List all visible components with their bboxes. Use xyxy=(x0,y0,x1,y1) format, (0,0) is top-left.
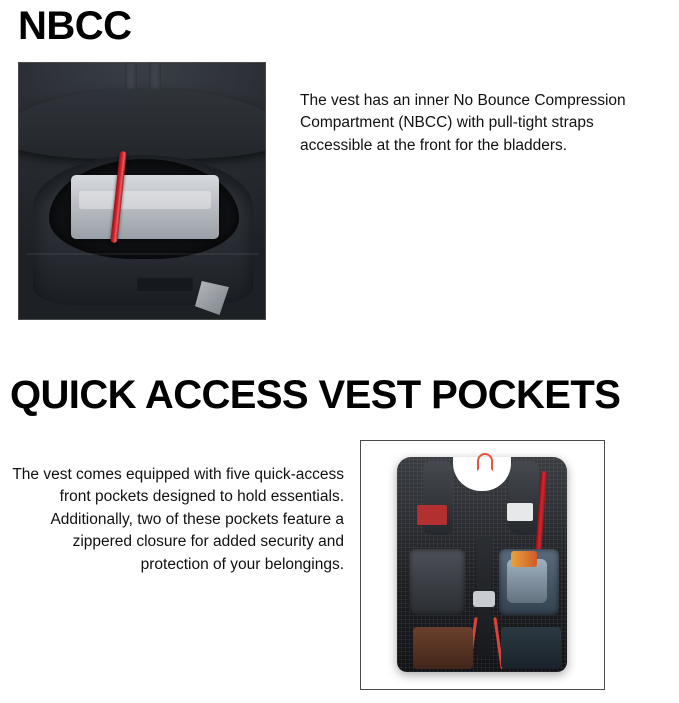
water-bladder xyxy=(71,175,219,239)
page-title-quick-access-vest-pockets: QUICK ACCESS VEST POCKETS xyxy=(10,373,621,417)
page-title-nbcc: NBCC xyxy=(18,4,132,48)
front-pocket-item-phone xyxy=(507,503,533,521)
front-pocket-item-card xyxy=(417,505,447,525)
fabric-seam xyxy=(27,253,259,255)
vest-shoulder-panel xyxy=(18,89,266,159)
velcro-strip xyxy=(137,277,193,291)
front-pocket-left xyxy=(409,549,465,615)
zippered-pocket-left xyxy=(413,627,473,669)
vest-shoulder-right xyxy=(509,461,539,535)
nbcc-product-photo xyxy=(18,62,266,320)
hanging-hook-icon xyxy=(477,453,493,471)
nbcc-content-row xyxy=(18,62,661,320)
section-quick-access-vest-pockets xyxy=(0,372,679,573)
vest-pockets-product-photo xyxy=(360,440,605,690)
pockets-description: The vest comes equipped with five quick-access front pockets designed to hold essentials. Additionally, two of these pockets feature a zippered closure for added security and protection of your belongings. xyxy=(12,465,344,573)
chest-buckle xyxy=(473,591,495,607)
zippered-pocket-right xyxy=(501,627,561,669)
energy-gel xyxy=(511,551,537,567)
nbcc-description: The vest has an inner No Bounce Compression Compartment (NBCC) with pull-tight straps accessible at the front for the bladders. xyxy=(300,91,626,154)
pockets-content-row xyxy=(10,440,670,690)
section-nbcc xyxy=(0,0,679,154)
